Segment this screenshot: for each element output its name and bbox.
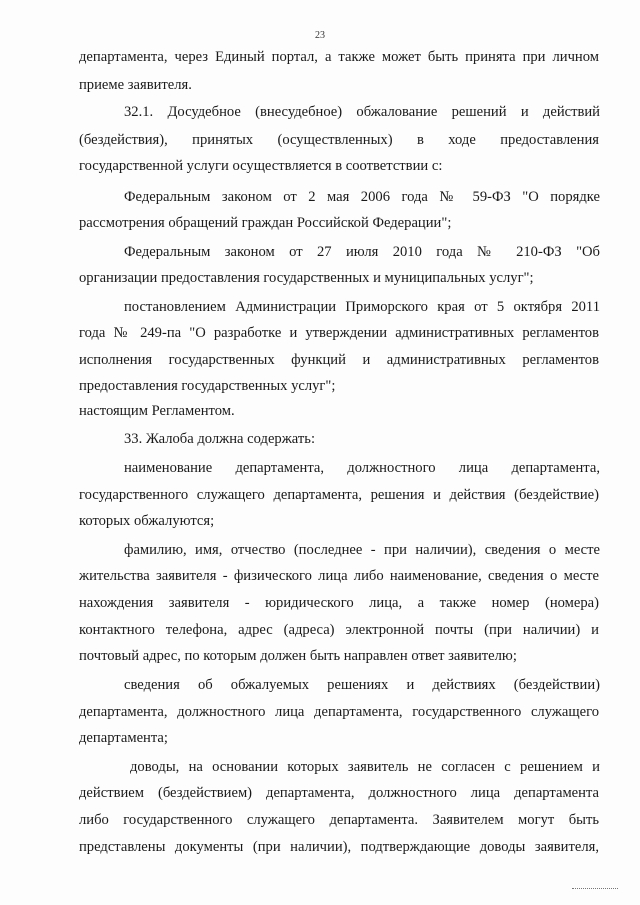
scan-artifact — [572, 888, 618, 891]
text-line-16: наименование департамента, должностного лица департамента, — [124, 460, 600, 476]
text-line-21: нахождения заявителя - юридического лица, а также номер (номера) — [79, 595, 599, 611]
text-line-22: контактного телефона, адрес (адреса) электронной почты (при наличии) и — [79, 622, 599, 638]
text-line-3: 32.1. Досудебное (внесудебное) обжалование решений и действий — [124, 104, 600, 120]
text-line-25: департамента, должностного лица департамента, государственного служащего — [79, 704, 599, 720]
text-line-15: 33. Жалоба должна содержать: — [124, 431, 315, 447]
text-line-9: организации предоставления государственных и муниципальных услуг"; — [79, 270, 534, 286]
text-line-4: (бездействия), принятых (осуществленных) в ходе предоставления — [79, 132, 599, 148]
text-line-29: либо государственного служащего департамента. Заявителем могут быть — [79, 812, 599, 828]
text-line-24: сведения об обжалуемых решениях и действиях (бездействии) — [124, 677, 600, 693]
text-line-20: жительства заявителя - физического лица либо наименование, сведения о месте — [79, 568, 599, 584]
text-line-27: доводы, на основании которых заявитель не согласен с решением и — [130, 759, 600, 775]
page-number: 23 — [315, 30, 325, 41]
text-line-28: действием (бездействием) департамента, должностного лица департамента — [79, 785, 599, 801]
text-line-30: представлены документы (при наличии), подтверждающие доводы заявителя, — [79, 839, 599, 855]
text-line-7: рассмотрения обращений граждан Российской Федерации"; — [79, 215, 452, 231]
text-line-19: фамилию, имя, отчество (последнее - при наличии), сведения о месте — [124, 542, 600, 558]
text-line-12: исполнения государственных функций и административных регламентов — [79, 352, 599, 368]
text-line-26: департамента; — [79, 730, 168, 746]
text-line-17: государственного служащего департамента, решения и действия (бездействие) — [79, 487, 599, 503]
text-line-13: предоставления государственных услуг"; — [79, 378, 336, 394]
text-line-14: настоящим Регламентом. — [79, 403, 235, 419]
text-line-8: Федеральным законом от 27 июля 2010 года № 210-ФЗ "Об — [124, 244, 600, 260]
text-line-5: государственной услуги осуществляется в соответствии с: — [79, 158, 443, 174]
text-line-23: почтовый адрес, по которым должен быть направлен ответ заявителю; — [79, 648, 517, 664]
text-line-6: Федеральным законом от 2 мая 2006 года № 59-ФЗ "О порядке — [124, 189, 600, 205]
text-line-2: приеме заявителя. — [79, 77, 192, 93]
text-line-11: года № 249-па "О разработке и утверждении административных регламентов — [79, 325, 599, 341]
text-line-18: которых обжалуются; — [79, 513, 215, 529]
text-line-1: департамента, через Единый портал, а также может быть принята при личном — [79, 49, 599, 65]
text-line-10: постановлением Администрации Приморского края от 5 октября 2011 — [124, 299, 600, 315]
